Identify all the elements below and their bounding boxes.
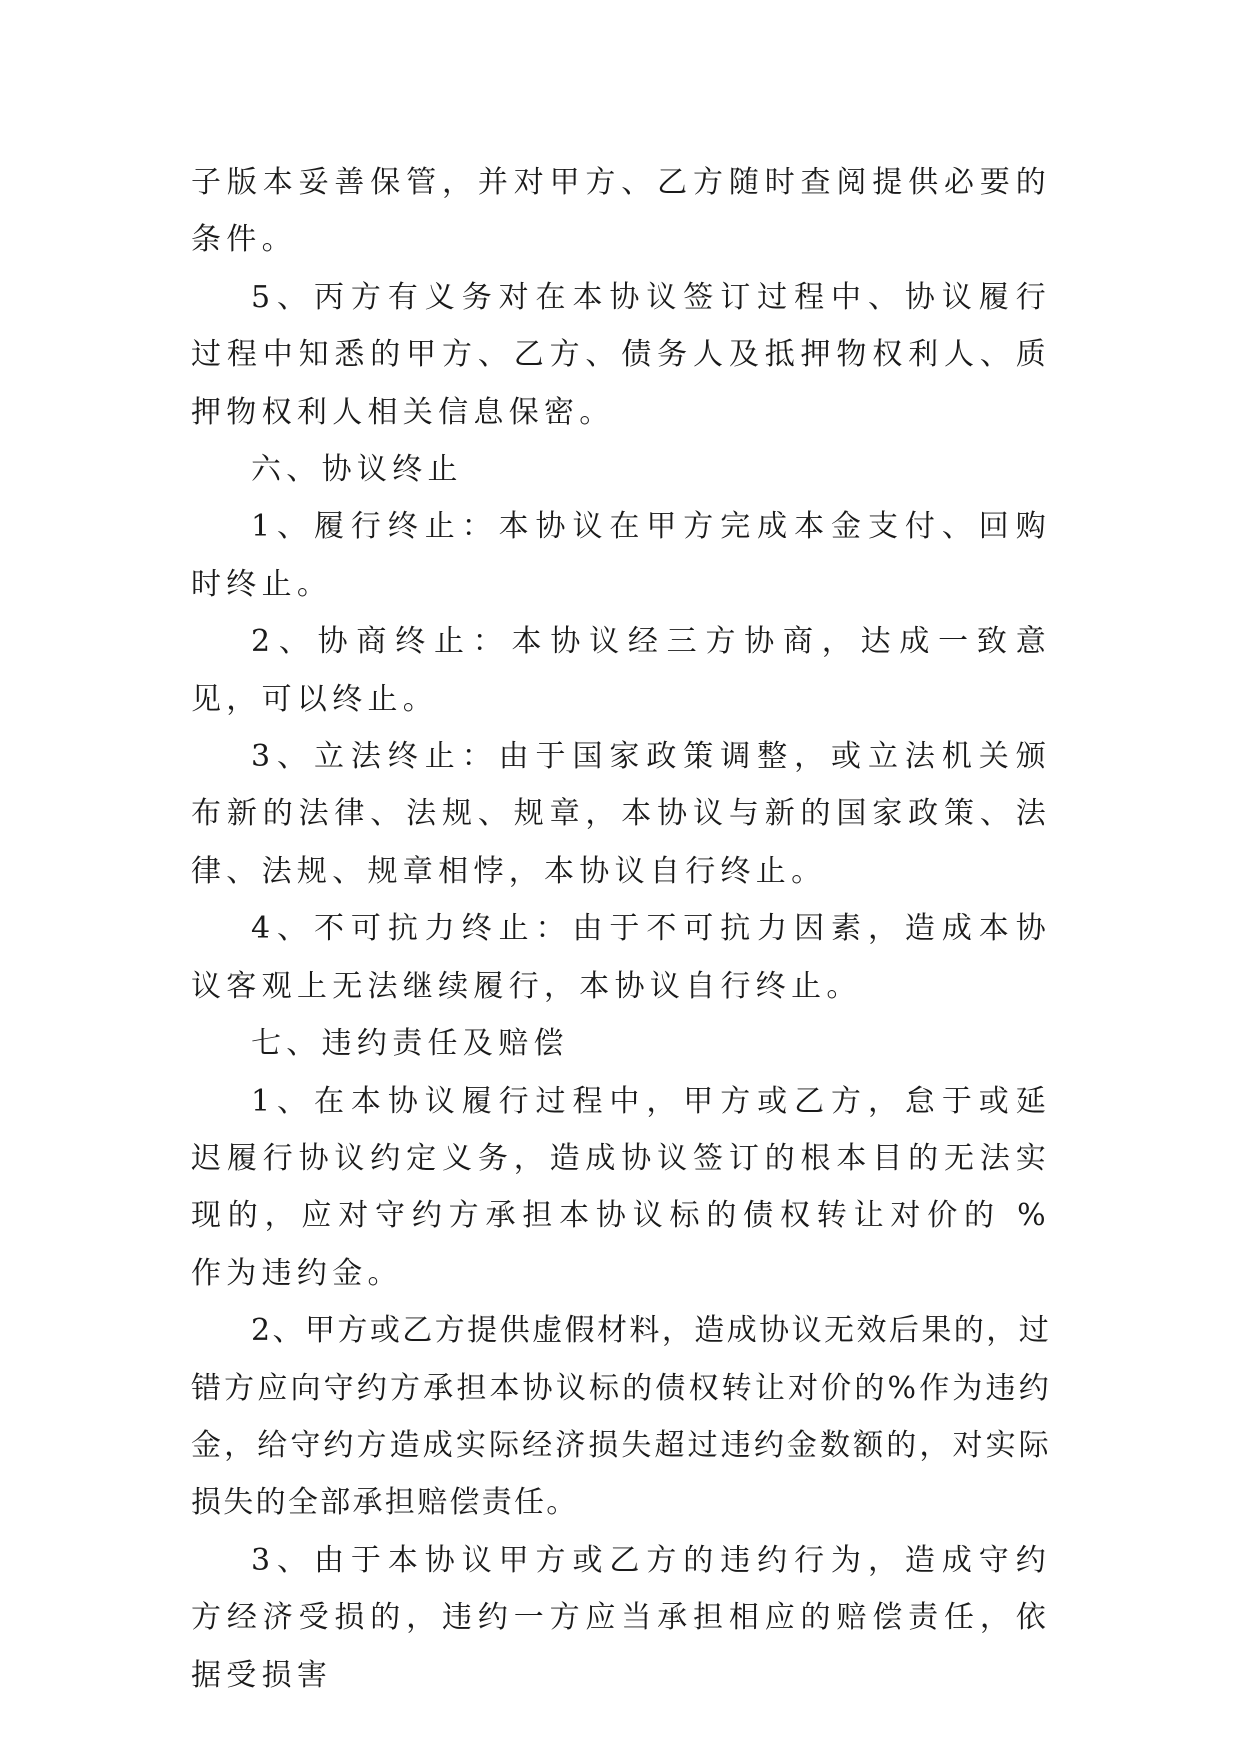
- section-heading-breach-liability: 七、违约责任及赔偿: [251, 1026, 569, 1062]
- paragraph-continuation: 子版本妥善保管，并对甲方、乙方随时查阅提供必要的条件。: [191, 165, 1051, 258]
- paragraph-clause-5-confidentiality: 5、丙方有义务对在本协议签订过程中、协议履行过程中知悉的甲方、乙方、债务人及抵押物权利人、质押物权利人相关信息保密。: [191, 279, 1051, 430]
- paragraph-breach-clause-3: 3、由于本协议甲方或乙方的违约行为，造成守约方经济受损的，违约一方应当承担相应的赔偿责任，依据受损害: [191, 1542, 1051, 1693]
- paragraph-breach-clause-2: 2、甲方或乙方提供虚假材料，造成协议无效后果的，过错方应向守约方承担本协议标的债权转让对价的%作为违约金，给守约方造成实际经济损失超过违约金数额的，对实际损失的全部承担赔偿责任。: [191, 1313, 1051, 1521]
- paragraph-termination-performance: 1、履行终止：本协议在甲方完成本金支付、回购时终止。: [191, 509, 1051, 602]
- paragraph-breach-clause-1: 1、在本协议履行过程中，甲方或乙方，怠于或延迟履行协议约定义务，造成协议签订的根本目的无法实现的，应对守约方承担本协议标的债权转让对价的 %作为违约金。: [191, 1083, 1051, 1291]
- paragraph-termination-negotiation: 2、协商终止：本协议经三方协商，达成一致意见，可以终止。: [191, 624, 1051, 717]
- paragraph-termination-force-majeure: 4、不可抗力终止：由于不可抗力因素，造成本协议客观上无法继续履行，本协议自行终止。: [191, 911, 1051, 1004]
- document-body: [191, 154, 1051, 1704]
- section-heading-termination: 六、协议终止: [251, 452, 463, 488]
- paragraph-termination-legislation: 3、立法终止：由于国家政策调整，或立法机关颁布新的法律、法规、规章，本协议与新的国家政策、法律、法规、规章相悖，本协议自行终止。: [191, 739, 1051, 889]
